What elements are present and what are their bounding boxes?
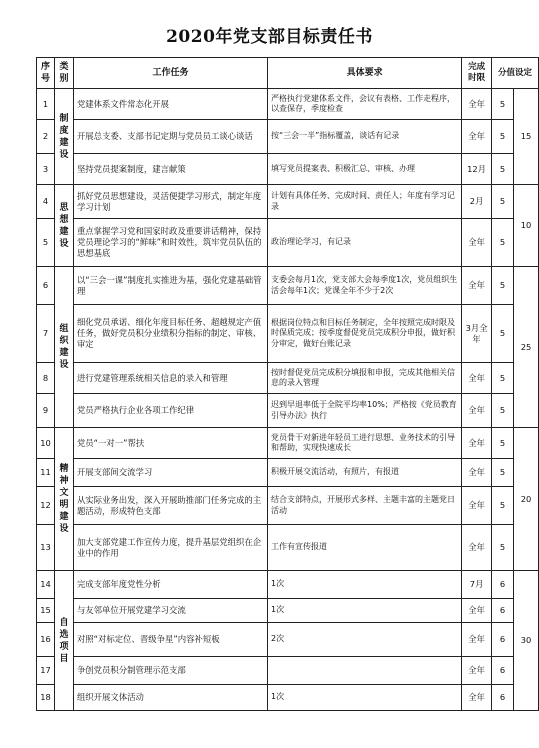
row-score: 5 (492, 89, 514, 120)
document-title: 2020年党支部目标责任书 (166, 27, 373, 47)
row-task: 抓好党员思想建设，灵活便捷学习形式，制定年度学习计划 (73, 185, 267, 219)
row-no: 6 (37, 267, 55, 305)
row-no: 17 (37, 657, 55, 685)
header-no: 序号 (37, 58, 55, 89)
row-no: 8 (37, 363, 55, 394)
header-category: 类别 (54, 58, 73, 89)
row-time: 2月 (462, 185, 492, 219)
table-row (37, 459, 539, 487)
table-row (37, 525, 539, 571)
row-score: 6 (492, 599, 514, 623)
row-requirement: 党员骨干对新进年轻员工进行思想、业务技术的引导和帮助，实现快速成长 (268, 428, 462, 459)
table-row (37, 685, 539, 711)
row-task: 加大支部党建工作宣传力度，提升基层党组织在企业中的作用 (73, 525, 267, 571)
row-task: 开展支部间交流学习 (73, 459, 267, 487)
row-no: 3 (37, 154, 55, 185)
row-requirement: 迟到早退率低于全院平均率10%；严格按《党员教育引导办法》执行 (268, 394, 462, 428)
row-time: 全年 (462, 599, 492, 623)
table-row (37, 394, 539, 428)
category-total: 15 (513, 89, 538, 185)
row-time: 全年 (462, 394, 492, 428)
row-no: 1 (37, 89, 55, 120)
row-time: 全年 (462, 363, 492, 394)
row-task: 重点掌握学习党和国家时政及重要讲话精神，保持党员理论学习的“鲜味”和时效性，筑牢党员队伍的思想基底 (73, 219, 267, 267)
table-row (37, 363, 539, 394)
header-row (37, 58, 539, 89)
row-score: 5 (492, 185, 514, 219)
category-cell: 组织建设 (54, 267, 73, 428)
table-row (37, 185, 539, 219)
row-requirement: 政治理论学习，有记录 (268, 219, 462, 267)
row-score: 6 (492, 623, 514, 657)
row-task: 进行党建管理系统相关信息的录入和管理 (73, 363, 267, 394)
category-cell: 制度建设 (54, 89, 73, 185)
row-time: 3月全年 (462, 305, 492, 363)
row-score: 5 (492, 305, 514, 363)
table-row (37, 305, 539, 363)
row-time: 全年 (462, 623, 492, 657)
table-row (37, 267, 539, 305)
row-requirement: 结合支部特点，开展形式多样、主题丰富的主题党日活动 (268, 487, 462, 525)
category-cell: 思想建设 (54, 185, 73, 267)
responsibility-table (36, 57, 539, 711)
row-no: 4 (37, 185, 55, 219)
row-task: 党建体系文件常态化开展 (73, 89, 267, 120)
row-score: 5 (492, 428, 514, 459)
table-row (37, 487, 539, 525)
table-row (37, 89, 539, 120)
row-no: 2 (37, 120, 55, 154)
category-total: 25 (513, 267, 538, 428)
row-no: 13 (37, 525, 55, 571)
row-score: 5 (492, 363, 514, 394)
row-score: 5 (492, 487, 514, 525)
row-requirement: 填写党员提案表、积极汇总、审核、办理 (268, 154, 462, 185)
row-task: 细化党员承诺、细化年度目标任务、超越规定产值任务，做好党员积分业绩积分指标的制定、审核、审定 (73, 305, 267, 363)
row-no: 15 (37, 599, 55, 623)
row-score: 5 (492, 154, 514, 185)
row-requirement: 工作有宣传报道 (268, 525, 462, 571)
row-requirement: 按“三会一半”指标覆盖，谈话有记录 (268, 120, 462, 154)
row-task: 开展总支委、支部书记定期与党员员工谈心谈话 (73, 120, 267, 154)
row-time: 全年 (462, 428, 492, 459)
row-score: 5 (492, 267, 514, 305)
row-time: 全年 (462, 525, 492, 571)
header-time: 完成时限 (462, 58, 492, 89)
category-total: 30 (513, 571, 538, 711)
row-task: 组织开展文体活动 (73, 685, 267, 711)
category-cell: 自选项目 (54, 571, 73, 711)
row-task: 以“三会一课”制度扎实推进为基，强化党建基础管理 (73, 267, 267, 305)
table-row (37, 599, 539, 623)
row-no: 7 (37, 305, 55, 363)
table-row (37, 120, 539, 154)
category-total: 10 (513, 185, 538, 267)
row-requirement: 计划有具体任务、完成时间、责任人；年度有学习记录 (268, 185, 462, 219)
table-row (37, 657, 539, 685)
row-time: 12月 (462, 154, 492, 185)
row-no: 16 (37, 623, 55, 657)
row-time: 全年 (462, 219, 492, 267)
row-task: 对照“对标定位、晋级争星”内容补短板 (73, 623, 267, 657)
row-score: 5 (492, 394, 514, 428)
row-requirement: 积极开展交流活动，有照片，有报道 (268, 459, 462, 487)
header-score: 分值设定 (492, 58, 539, 89)
row-requirement: 2次 (268, 623, 462, 657)
row-task: 完成支部年度党性分析 (73, 571, 267, 599)
row-requirement: 支委会每月1次，党支部大会每季度1次，党员组织生活会每年1次；党课全年不少于2次 (268, 267, 462, 305)
row-no: 5 (37, 219, 55, 267)
table-row (37, 571, 539, 599)
row-no: 11 (37, 459, 55, 487)
row-task: 党员“一对一”帮扶 (73, 428, 267, 459)
row-score: 5 (492, 525, 514, 571)
row-score: 6 (492, 657, 514, 685)
category-total: 20 (513, 428, 538, 571)
row-time: 全年 (462, 459, 492, 487)
row-no: 18 (37, 685, 55, 711)
row-time: 全年 (462, 657, 492, 685)
row-score: 5 (492, 459, 514, 487)
row-time: 全年 (462, 487, 492, 525)
header-requirement: 具体要求 (268, 58, 462, 89)
row-time: 全年 (462, 685, 492, 711)
row-score: 5 (492, 219, 514, 267)
row-requirement: 1次 (268, 571, 462, 599)
category-cell: 精神文明建设 (54, 428, 73, 571)
row-requirement: 根据岗位特点和目标任务制定，全年按照完成时限及时保质完成；按季度督促党员完成积分申报，做好积分审定，做好台账记录 (268, 305, 462, 363)
row-time: 全年 (462, 89, 492, 120)
row-no: 10 (37, 428, 55, 459)
row-requirement: 1次 (268, 685, 462, 711)
row-time: 7月 (462, 571, 492, 599)
row-task: 党员严格执行企业各项工作纪律 (73, 394, 267, 428)
table-row (37, 623, 539, 657)
row-no: 14 (37, 571, 55, 599)
row-score: 5 (492, 120, 514, 154)
table-row (37, 219, 539, 267)
row-requirement: 1次 (268, 599, 462, 623)
row-requirement: 按时督促党员完成积分填报和申报，完成其他相关信息的录入管理 (268, 363, 462, 394)
row-time: 全年 (462, 267, 492, 305)
table-row (37, 428, 539, 459)
row-no: 12 (37, 487, 55, 525)
row-task: 与友邻单位开展党建学习交流 (73, 599, 267, 623)
row-task: 争创党员积分制管理示范支部 (73, 657, 267, 685)
header-task: 工作任务 (73, 58, 267, 89)
row-score: 6 (492, 571, 514, 599)
row-score: 6 (492, 685, 514, 711)
row-no: 9 (37, 394, 55, 428)
row-requirement: 严格执行党建体系文件，会议有表格、工作走程序，以查保存，季度检查 (268, 89, 462, 120)
row-requirement (268, 657, 462, 685)
row-task: 坚持党员提案制度，建言献策 (73, 154, 267, 185)
row-task: 从实际业务出发，深入开展助推部门任务完成的主题活动，形成特色支部 (73, 487, 267, 525)
table-row (37, 154, 539, 185)
row-time: 全年 (462, 120, 492, 154)
